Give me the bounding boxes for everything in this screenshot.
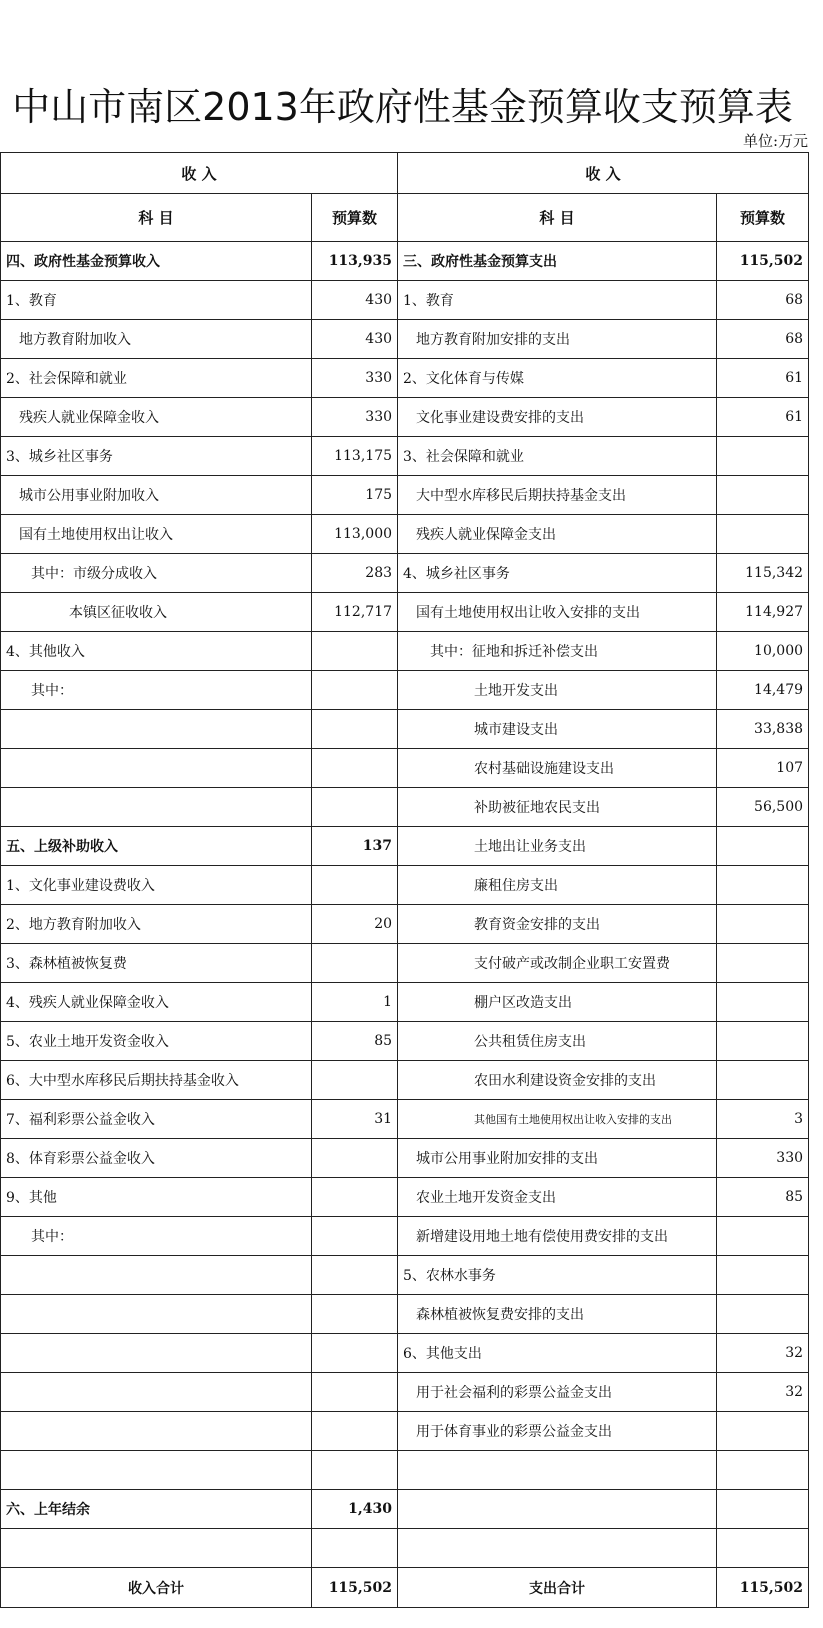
expense-item: 用于社会福利的彩票公益金支出	[398, 1373, 717, 1412]
income-amount: 330	[312, 359, 398, 398]
expense-amount: 115,342	[717, 554, 809, 593]
expense-amount: 85	[717, 1178, 809, 1217]
expense-amount: 330	[717, 1139, 809, 1178]
table-row	[1, 1256, 809, 1295]
expense-item: 新增建设用地土地有偿使用费安排的支出	[398, 1217, 717, 1256]
expense-amount: 10,000	[717, 632, 809, 671]
income-item: 5、农业土地开发资金收入	[1, 1022, 312, 1061]
table-row	[1, 1061, 809, 1100]
income-amount	[312, 944, 398, 983]
expense-item: 4、城乡社区事务	[398, 554, 717, 593]
expense-amount: 14,479	[717, 671, 809, 710]
income-item: 8、体育彩票公益金收入	[1, 1139, 312, 1178]
expense-item: 教育资金安排的支出	[398, 905, 717, 944]
income-amount: 113,935	[312, 242, 398, 281]
income-item	[1, 1529, 312, 1568]
expense-amount	[717, 1295, 809, 1334]
income-item: 其中：市级分成收入	[1, 554, 312, 593]
table-row	[1, 671, 809, 710]
expense-item: 支付破产或改制企业职工安置费	[398, 944, 717, 983]
table-row	[1, 1412, 809, 1451]
income-amount	[312, 1529, 398, 1568]
expense-item: 补助被征地农民支出	[398, 788, 717, 827]
income-amount	[312, 1412, 398, 1451]
income-item	[1, 1451, 312, 1490]
table-row	[1, 749, 809, 788]
table-row	[1, 476, 809, 515]
income-amount: 20	[312, 905, 398, 944]
income-item	[1, 749, 312, 788]
expense-amount: 114,927	[717, 593, 809, 632]
right-subject-header: 科 目	[398, 194, 717, 242]
expense-amount	[717, 1061, 809, 1100]
income-item	[1, 788, 312, 827]
table-row	[1, 632, 809, 671]
income-amount	[312, 788, 398, 827]
income-item	[1, 710, 312, 749]
income-item: 其中：	[1, 671, 312, 710]
table-row	[1, 1139, 809, 1178]
expense-item: 农田水利建设资金安排的支出	[398, 1061, 717, 1100]
income-item: 四、政府性基金预算收入	[1, 242, 312, 281]
income-amount: 430	[312, 320, 398, 359]
income-item: 五、上级补助收入	[1, 827, 312, 866]
expense-amount	[717, 1490, 809, 1529]
expense-item: 其中：征地和拆迁补偿支出	[398, 632, 717, 671]
income-item: 六、上年结余	[1, 1490, 312, 1529]
left-subject-header: 科 目	[1, 194, 312, 242]
income-item	[1, 1334, 312, 1373]
income-total-label: 收入合计	[1, 1568, 312, 1608]
page-title: 中山市南区2013年政府性基金预算收支预算表	[12, 85, 793, 129]
income-amount	[312, 1061, 398, 1100]
table-row	[1, 320, 809, 359]
expense-amount	[717, 437, 809, 476]
table-row	[1, 359, 809, 398]
expense-item: 地方教育附加安排的支出	[398, 320, 717, 359]
income-amount	[312, 1373, 398, 1412]
expense-item: 三、政府性基金预算支出	[398, 242, 717, 281]
expense-amount: 115,502	[717, 242, 809, 281]
table-row	[1, 593, 809, 632]
table-row	[1, 437, 809, 476]
income-amount	[312, 1217, 398, 1256]
expense-amount	[717, 866, 809, 905]
expense-amount	[717, 1412, 809, 1451]
budget-table	[0, 152, 809, 1608]
income-amount: 283	[312, 554, 398, 593]
income-item: 1、教育	[1, 281, 312, 320]
expense-amount	[717, 983, 809, 1022]
expense-item: 大中型水库移民后期扶持基金支出	[398, 476, 717, 515]
income-item: 7、福利彩票公益金收入	[1, 1100, 312, 1139]
table-row	[1, 281, 809, 320]
expense-item: 农村基础设施建设支出	[398, 749, 717, 788]
income-item: 城市公用事业附加收入	[1, 476, 312, 515]
income-amount	[312, 710, 398, 749]
income-amount: 1	[312, 983, 398, 1022]
table-row	[1, 827, 809, 866]
expense-amount	[717, 1022, 809, 1061]
income-amount	[312, 632, 398, 671]
expense-amount	[717, 944, 809, 983]
table-row	[1, 1490, 809, 1529]
expense-item: 国有土地使用权出让收入安排的支出	[398, 593, 717, 632]
income-item: 国有土地使用权出让收入	[1, 515, 312, 554]
income-item: 2、社会保障和就业	[1, 359, 312, 398]
table-row	[1, 710, 809, 749]
table-row	[1, 1022, 809, 1061]
income-item: 6、大中型水库移民后期扶持基金收入	[1, 1061, 312, 1100]
income-amount: 330	[312, 398, 398, 437]
income-amount: 85	[312, 1022, 398, 1061]
expense-item: 农业土地开发资金支出	[398, 1178, 717, 1217]
expense-amount	[717, 515, 809, 554]
expense-item: 土地出让业务支出	[398, 827, 717, 866]
table-row	[1, 1373, 809, 1412]
income-amount	[312, 1139, 398, 1178]
expense-item: 用于体育事业的彩票公益金支出	[398, 1412, 717, 1451]
expense-amount	[717, 1529, 809, 1568]
table-row	[1, 944, 809, 983]
expense-item: 2、文化体育与传媒	[398, 359, 717, 398]
income-item: 9、其他	[1, 1178, 312, 1217]
income-item: 1、文化事业建设费收入	[1, 866, 312, 905]
table-row	[1, 398, 809, 437]
income-item: 本镇区征收收入	[1, 593, 312, 632]
expense-amount	[717, 476, 809, 515]
right-section-header: 收 入	[398, 153, 809, 194]
expense-item: 其他国有土地使用权出让收入安排的支出	[398, 1100, 717, 1139]
left-section-header: 收 入	[1, 153, 398, 194]
expense-amount: 56,500	[717, 788, 809, 827]
table-row	[1, 1100, 809, 1139]
income-total-amount: 115,502	[312, 1568, 398, 1608]
expense-item: 廉租住房支出	[398, 866, 717, 905]
expense-item: 5、农林水事务	[398, 1256, 717, 1295]
table-row	[1, 788, 809, 827]
column-header-row	[1, 194, 809, 242]
total-row	[1, 1568, 809, 1608]
expense-amount	[717, 827, 809, 866]
expense-amount: 61	[717, 398, 809, 437]
income-amount: 175	[312, 476, 398, 515]
expense-amount: 3	[717, 1100, 809, 1139]
table-row	[1, 1178, 809, 1217]
unit-label: 单位:万元	[742, 132, 808, 150]
income-item	[1, 1412, 312, 1451]
income-amount: 31	[312, 1100, 398, 1139]
income-amount	[312, 1178, 398, 1217]
expense-item: 文化事业建设费安排的支出	[398, 398, 717, 437]
expense-amount	[717, 1256, 809, 1295]
table-row	[1, 866, 809, 905]
income-item: 4、残疾人就业保障金收入	[1, 983, 312, 1022]
income-amount	[312, 866, 398, 905]
expense-item: 6、其他支出	[398, 1334, 717, 1373]
expense-amount: 32	[717, 1373, 809, 1412]
table-row	[1, 1334, 809, 1373]
income-item: 2、地方教育附加收入	[1, 905, 312, 944]
table-row	[1, 1217, 809, 1256]
right-amount-header: 预算数	[717, 194, 809, 242]
table-row	[1, 1529, 809, 1568]
expense-amount	[717, 905, 809, 944]
table-row	[1, 515, 809, 554]
expense-amount: 32	[717, 1334, 809, 1373]
income-amount	[312, 1334, 398, 1373]
income-amount: 112,717	[312, 593, 398, 632]
expense-amount	[717, 1217, 809, 1256]
expense-amount: 68	[717, 320, 809, 359]
table-row	[1, 554, 809, 593]
expense-amount	[717, 1451, 809, 1490]
income-amount: 113,000	[312, 515, 398, 554]
income-item	[1, 1295, 312, 1334]
expense-item: 城市公用事业附加安排的支出	[398, 1139, 717, 1178]
expense-item	[398, 1529, 717, 1568]
table-row	[1, 1295, 809, 1334]
income-amount: 1,430	[312, 1490, 398, 1529]
expense-total-label: 支出合计	[398, 1568, 717, 1608]
left-amount-header: 预算数	[312, 194, 398, 242]
income-item: 地方教育附加收入	[1, 320, 312, 359]
section-header-row	[1, 153, 809, 194]
income-item: 残疾人就业保障金收入	[1, 398, 312, 437]
expense-item: 城市建设支出	[398, 710, 717, 749]
expense-item: 土地开发支出	[398, 671, 717, 710]
table-row	[1, 1451, 809, 1490]
income-amount	[312, 1295, 398, 1334]
expense-item	[398, 1451, 717, 1490]
expense-amount: 61	[717, 359, 809, 398]
table-row	[1, 905, 809, 944]
expense-amount: 107	[717, 749, 809, 788]
income-item	[1, 1256, 312, 1295]
table-row	[1, 242, 809, 281]
expense-item: 森林植被恢复费安排的支出	[398, 1295, 717, 1334]
expense-amount: 33,838	[717, 710, 809, 749]
expense-item: 1、教育	[398, 281, 717, 320]
income-item: 4、其他收入	[1, 632, 312, 671]
income-amount	[312, 1451, 398, 1490]
income-amount: 113,175	[312, 437, 398, 476]
expense-item: 残疾人就业保障金支出	[398, 515, 717, 554]
income-item: 3、城乡社区事务	[1, 437, 312, 476]
income-amount	[312, 671, 398, 710]
income-item: 其中：	[1, 1217, 312, 1256]
income-item: 3、森林植被恢复费	[1, 944, 312, 983]
expense-item: 棚户区改造支出	[398, 983, 717, 1022]
expense-item: 3、社会保障和就业	[398, 437, 717, 476]
expense-amount: 68	[717, 281, 809, 320]
expense-item	[398, 1490, 717, 1529]
expense-total-amount: 115,502	[717, 1568, 809, 1608]
income-amount: 137	[312, 827, 398, 866]
table-row	[1, 983, 809, 1022]
income-amount	[312, 749, 398, 788]
income-item	[1, 1373, 312, 1412]
expense-item: 公共租赁住房支出	[398, 1022, 717, 1061]
income-amount	[312, 1256, 398, 1295]
income-amount: 430	[312, 281, 398, 320]
